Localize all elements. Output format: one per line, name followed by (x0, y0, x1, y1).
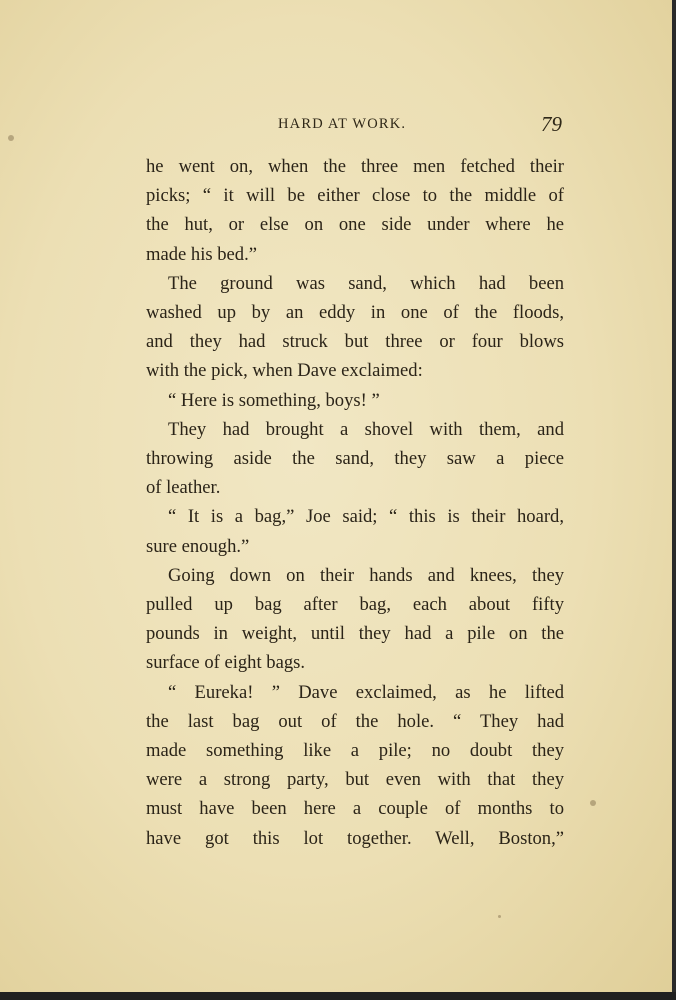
paper-blemish (590, 800, 596, 806)
text-line: They had brought a shovel with them, and (168, 418, 564, 440)
text-line: surface of eight bags. (146, 652, 306, 674)
text-line: sure enough.” (146, 535, 250, 557)
page-number: 79 (541, 112, 562, 136)
text-line: have got this lot together. Well, Boston,” (146, 827, 564, 849)
text-line: of leather. (146, 477, 221, 499)
text-line: “ Eureka! ” Dave exclaimed, as he lifted (168, 681, 564, 703)
text-line: washed up by an eddy in one of the floods, (146, 302, 564, 324)
text-line: pounds in weight, until they had a pile on the (146, 623, 564, 645)
text-line: the last bag out of the hole. “ They had (146, 710, 564, 732)
text-line: “ Here is something, boys! ” (168, 389, 380, 411)
text-line: must have been here a couple of months to (146, 798, 564, 820)
text-line: the hut, or else on one side under where he (146, 214, 564, 236)
text-line: pulled up bag after bag, each about fifty (146, 594, 564, 616)
text-line: “ It is a bag,” Joe said; “ this is their hoard, (168, 506, 564, 528)
running-head: HARD AT WORK. (278, 116, 407, 132)
paper-blemish (498, 915, 501, 918)
text-line: and they had struck but three or four blows (146, 331, 564, 353)
text-line: made his bed.” (146, 243, 258, 265)
text-line: throwing aside the sand, they saw a piece (146, 448, 564, 470)
body-text (146, 152, 564, 853)
text-line: Going down on their hands and knees, they (168, 564, 564, 586)
text-line: made something like a pile; no doubt they (146, 740, 564, 762)
text-line: he went on, when the three men fetched their (146, 156, 564, 177)
text-line: were a strong party, but even with that they (146, 769, 564, 791)
text-line: with the pick, when Dave exclaimed: (146, 360, 423, 382)
text-line: The ground was sand, which had been (168, 272, 564, 294)
paper-blemish (8, 135, 14, 141)
page-edge-right (672, 0, 676, 1000)
text-line: picks; “ it will be either close to the middle of (146, 185, 564, 207)
page-edge-bottom (0, 992, 676, 1000)
